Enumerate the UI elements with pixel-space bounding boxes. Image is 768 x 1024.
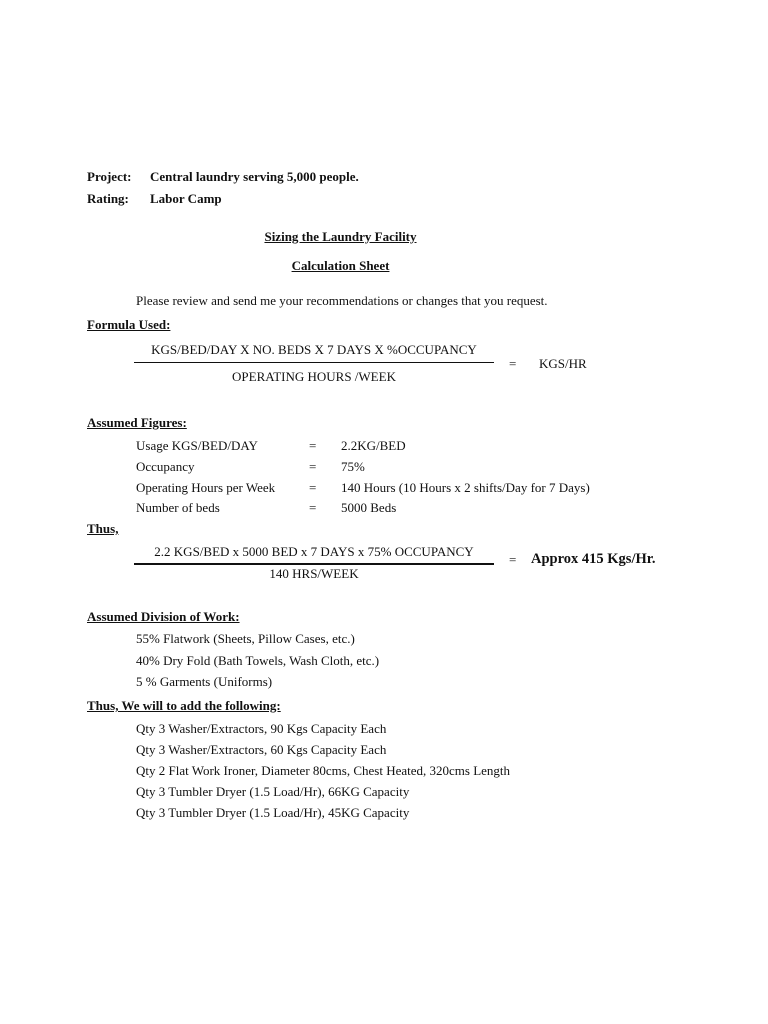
- assumed-equals: =: [309, 480, 317, 495]
- formula-denominator: OPERATING HOURS /WEEK: [232, 369, 396, 384]
- equipment-item: Qty 3 Tumbler Dryer (1.5 Load/Hr), 66KG Capacity: [136, 784, 410, 799]
- assumed-label: Occupancy: [136, 459, 195, 474]
- formula-heading: Formula Used:: [87, 317, 171, 332]
- calc-result: Approx 415 Kgs/Hr.: [531, 551, 656, 567]
- division-item: 5 % Garments (Uniforms): [136, 674, 273, 689]
- division-heading: Assumed Division of Work:: [87, 609, 240, 624]
- assumed-equals: =: [309, 459, 317, 474]
- calc-fraction-line: [134, 563, 494, 565]
- rating-value: Labor Camp: [150, 191, 222, 206]
- assumed-equals: =: [309, 500, 317, 515]
- calc-equals: =: [509, 552, 517, 567]
- formula-fraction-line: [134, 362, 494, 363]
- assumed-label: Operating Hours per Week: [136, 480, 276, 495]
- assumed-label: Usage KGS/BED/DAY: [136, 438, 258, 453]
- assumed-value: 5000 Beds: [341, 500, 397, 515]
- assumed-value: 2.2KG/BED: [341, 438, 406, 453]
- assumed-value: 140 Hours (10 Hours x 2 shifts/Day for 7 Days): [341, 480, 590, 495]
- formula-result: KGS/HR: [539, 356, 587, 371]
- page-subtitle: Calculation Sheet: [291, 258, 390, 273]
- formula-equals: =: [509, 356, 517, 371]
- equipment-item: Qty 3 Washer/Extractors, 90 Kgs Capacity Each: [136, 721, 387, 736]
- equipment-heading: Thus, We will to add the following:: [87, 698, 281, 713]
- calc-denominator: 140 HRS/WEEK: [269, 566, 359, 581]
- rating-label: Rating:: [87, 191, 129, 206]
- equipment-item: Qty 3 Tumbler Dryer (1.5 Load/Hr), 45KG Capacity: [136, 805, 410, 820]
- equipment-item: Qty 3 Washer/Extractors, 60 Kgs Capacity Each: [136, 742, 387, 757]
- assumed-value: 75%: [341, 459, 365, 474]
- project-label: Project:: [87, 169, 132, 184]
- calc-heading: Thus,: [87, 521, 119, 536]
- page-title: Sizing the Laundry Facility: [264, 229, 417, 244]
- project-value: Central laundry serving 5,000 people.: [150, 169, 359, 184]
- equipment-item: Qty 2 Flat Work Ironer, Diameter 80cms, Chest Heated, 320cms Length: [136, 763, 511, 778]
- intro-text: Please review and send me your recommendations or changes that you request.: [136, 293, 548, 308]
- assumed-equals: =: [309, 438, 317, 453]
- assumed-heading: Assumed Figures:: [87, 415, 187, 430]
- assumed-label: Number of beds: [136, 500, 220, 515]
- division-item: 55% Flatwork (Sheets, Pillow Cases, etc.): [136, 631, 355, 646]
- formula-numerator: KGS/BED/DAY X NO. BEDS X 7 DAYS X %OCCUPANCY: [151, 342, 477, 357]
- division-item: 40% Dry Fold (Bath Towels, Wash Cloth, etc.): [136, 653, 380, 668]
- calc-numerator: 2.2 KGS/BED x 5000 BED x 7 DAYS x 75% OCCUPANCY: [154, 544, 474, 559]
